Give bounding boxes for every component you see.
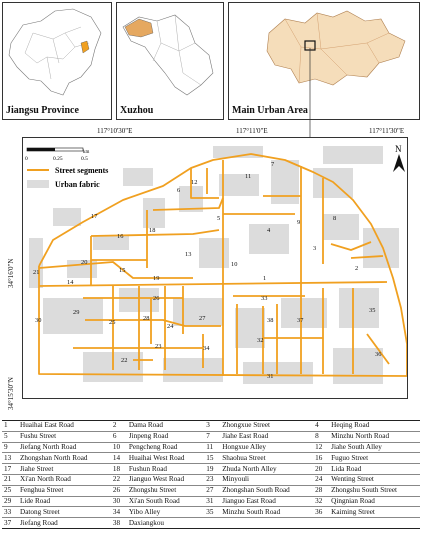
svg-text:Urban fabric: Urban fabric <box>55 180 100 189</box>
svg-text:22: 22 <box>121 357 128 364</box>
svg-text:33: 33 <box>261 295 268 302</box>
street-name: Zhongshan South Road <box>220 485 313 496</box>
table-row <box>2 485 420 496</box>
svg-text:10: 10 <box>231 261 238 268</box>
street-number: 13 <box>2 453 18 464</box>
street-number: 24 <box>313 474 329 485</box>
street-number: 17 <box>2 464 18 475</box>
street-name: Huaihai West Road <box>127 453 204 464</box>
street-name: Jiahe Street <box>18 464 111 475</box>
svg-text:24: 24 <box>167 323 174 330</box>
province-panel <box>2 2 112 120</box>
svg-text:2: 2 <box>355 265 359 272</box>
urban-area-map <box>229 3 419 103</box>
table-row <box>2 421 420 432</box>
street-name: Minzhu North Road <box>329 431 420 442</box>
street-name: Huaihai East Road <box>18 421 111 432</box>
street-number: 25 <box>2 485 18 496</box>
table-row <box>2 496 420 507</box>
svg-text:0: 0 <box>25 156 28 162</box>
street-number: 35 <box>204 507 220 518</box>
table-row <box>2 507 420 518</box>
street-number: 8 <box>313 431 329 442</box>
street-number: 7 <box>204 431 220 442</box>
svg-text:34: 34 <box>203 345 210 352</box>
street-name: Shaohua Street <box>220 453 313 464</box>
street-name: Hongxue Alley <box>220 442 313 453</box>
street-name: Zhongxue Street <box>220 421 313 432</box>
svg-text:14: 14 <box>67 279 74 286</box>
svg-text:4: 4 <box>267 227 271 234</box>
leader-line <box>300 48 320 140</box>
street-number: 9 <box>2 442 18 453</box>
street-number: 30 <box>111 496 127 507</box>
street-name: Jianguo West Road <box>127 474 204 485</box>
longitude-label-3: 117°11'30"E <box>369 127 405 135</box>
street-name: Minyouli <box>220 474 313 485</box>
svg-text:km: km <box>83 150 90 155</box>
street-name: Kaiming Street <box>329 507 420 518</box>
street-name: Jiahe East Road <box>220 431 313 442</box>
table-row <box>2 474 420 485</box>
svg-text:26: 26 <box>153 295 160 302</box>
street-network-map <box>23 138 408 399</box>
svg-text:23: 23 <box>155 343 162 350</box>
svg-text:12: 12 <box>191 179 198 186</box>
map-legend <box>27 166 108 189</box>
street-name: Jiefang North Road <box>18 442 111 453</box>
svg-text:31: 31 <box>267 373 274 380</box>
street-number: 38 <box>111 518 127 529</box>
street-name: Fushu Street <box>18 431 111 442</box>
svg-text:0.5: 0.5 <box>81 156 88 162</box>
street-name: Heqing Road <box>329 421 420 432</box>
street-name: Xi'an South Road <box>127 496 204 507</box>
urban-area-panel <box>228 2 420 120</box>
svg-text:0.25: 0.25 <box>53 156 63 162</box>
street-number: 10 <box>111 442 127 453</box>
street-number: 37 <box>2 518 18 529</box>
svg-text:9: 9 <box>297 219 301 226</box>
street-number: 18 <box>111 464 127 475</box>
svg-text:5: 5 <box>217 215 221 222</box>
street-number: 12 <box>313 442 329 453</box>
street-name: Jiefang Road <box>18 518 111 529</box>
svg-text:7: 7 <box>271 161 275 168</box>
jiangsu-map <box>117 3 223 103</box>
street-name: Zhongshu Street <box>127 485 204 496</box>
street-number: 19 <box>204 464 220 475</box>
longitude-label-1: 117°10'30"E <box>97 127 133 135</box>
svg-text:20: 20 <box>81 259 88 266</box>
svg-text:8: 8 <box>333 215 337 222</box>
street-name: Dama Road <box>127 421 204 432</box>
svg-text:28: 28 <box>143 315 150 322</box>
street-number: 26 <box>111 485 127 496</box>
street-number: 28 <box>313 485 329 496</box>
street-number: 21 <box>2 474 18 485</box>
street-number: 29 <box>2 496 18 507</box>
street-name: Daxiangkou <box>127 518 204 529</box>
svg-text:36: 36 <box>375 351 382 358</box>
table-row <box>2 453 420 464</box>
north-arrow <box>393 144 405 172</box>
street-number: 3 <box>204 421 220 432</box>
svg-text:25: 25 <box>109 319 116 326</box>
street-name: Minzhu South Road <box>220 507 313 518</box>
street-name: Zhongshu South Street <box>329 485 420 496</box>
street-number: 22 <box>111 474 127 485</box>
street-number: 34 <box>111 507 127 518</box>
table-row <box>2 431 420 442</box>
svg-text:6: 6 <box>177 187 181 194</box>
street-number: 16 <box>313 453 329 464</box>
svg-text:1: 1 <box>263 275 267 282</box>
svg-text:18: 18 <box>149 227 156 234</box>
street-number: 11 <box>204 442 220 453</box>
svg-text:30: 30 <box>35 317 42 324</box>
street-name: Fuguo Street <box>329 453 420 464</box>
street-number <box>313 518 329 529</box>
svg-text:35: 35 <box>369 307 376 314</box>
street-name <box>329 518 420 529</box>
china-map <box>3 3 111 103</box>
street-number: 36 <box>313 507 329 518</box>
street-number: 20 <box>313 464 329 475</box>
svg-text:32: 32 <box>257 337 264 344</box>
street-name-table <box>2 420 420 529</box>
svg-text:29: 29 <box>73 309 80 316</box>
street-number: 14 <box>111 453 127 464</box>
street-name: Qingnian Road <box>329 496 420 507</box>
city-label: Xuzhou <box>120 105 154 116</box>
latitude-label-2: 34°15'30"N <box>7 377 15 410</box>
svg-text:15: 15 <box>119 267 126 274</box>
table-row <box>2 464 420 475</box>
street-number: 4 <box>313 421 329 432</box>
latitude-label-1: 34°16'0"N <box>7 258 15 288</box>
street-number: 33 <box>2 507 18 518</box>
street-name: Fushun Road <box>127 464 204 475</box>
street-number: 6 <box>111 431 127 442</box>
svg-text:13: 13 <box>185 251 192 258</box>
street-name: Jiahe South Alley <box>329 442 420 453</box>
svg-text:Street segments: Street segments <box>55 166 109 175</box>
table-row <box>2 518 420 529</box>
area-label: Main Urban Area <box>232 105 308 116</box>
main-map <box>22 137 408 399</box>
svg-text:21: 21 <box>33 269 40 276</box>
street-number: 32 <box>313 496 329 507</box>
street-number: 5 <box>2 431 18 442</box>
street-name: Jianguo East Road <box>220 496 313 507</box>
street-name <box>220 518 313 529</box>
street-name: Lida Road <box>329 464 420 475</box>
svg-text:3: 3 <box>313 245 317 252</box>
street-number: 23 <box>204 474 220 485</box>
street-name: Datong Street <box>18 507 111 518</box>
street-number: 1 <box>2 421 18 432</box>
street-name: Zhongshan North Road <box>18 453 111 464</box>
street-name: Jinpeng Road <box>127 431 204 442</box>
table-row <box>2 442 420 453</box>
street-number: 27 <box>204 485 220 496</box>
svg-text:11: 11 <box>245 173 252 180</box>
street-name: Zhuda North Alley <box>220 464 313 475</box>
street-name: Wenting Street <box>329 474 420 485</box>
svg-text:38: 38 <box>267 317 274 324</box>
svg-text:37: 37 <box>297 317 304 324</box>
street-number: 31 <box>204 496 220 507</box>
street-number <box>204 518 220 529</box>
street-name: Pengcheng Road <box>127 442 204 453</box>
street-number: 15 <box>204 453 220 464</box>
svg-text:17: 17 <box>91 213 98 220</box>
street-name: Fenghua Street <box>18 485 111 496</box>
city-panel <box>116 2 224 120</box>
svg-text:27: 27 <box>199 315 206 322</box>
svg-text:19: 19 <box>153 275 160 282</box>
province-label: Jiangsu Province <box>6 105 79 116</box>
longitude-label-2: 117°11'0"E <box>236 127 268 135</box>
street-name: Lide Road <box>18 496 111 507</box>
svg-text:N: N <box>395 144 402 154</box>
street-name: Yibo Alley <box>127 507 204 518</box>
street-number: 2 <box>111 421 127 432</box>
map-scale-bar <box>25 148 90 162</box>
street-name: Xi'an North Road <box>18 474 111 485</box>
svg-text:16: 16 <box>117 233 124 240</box>
